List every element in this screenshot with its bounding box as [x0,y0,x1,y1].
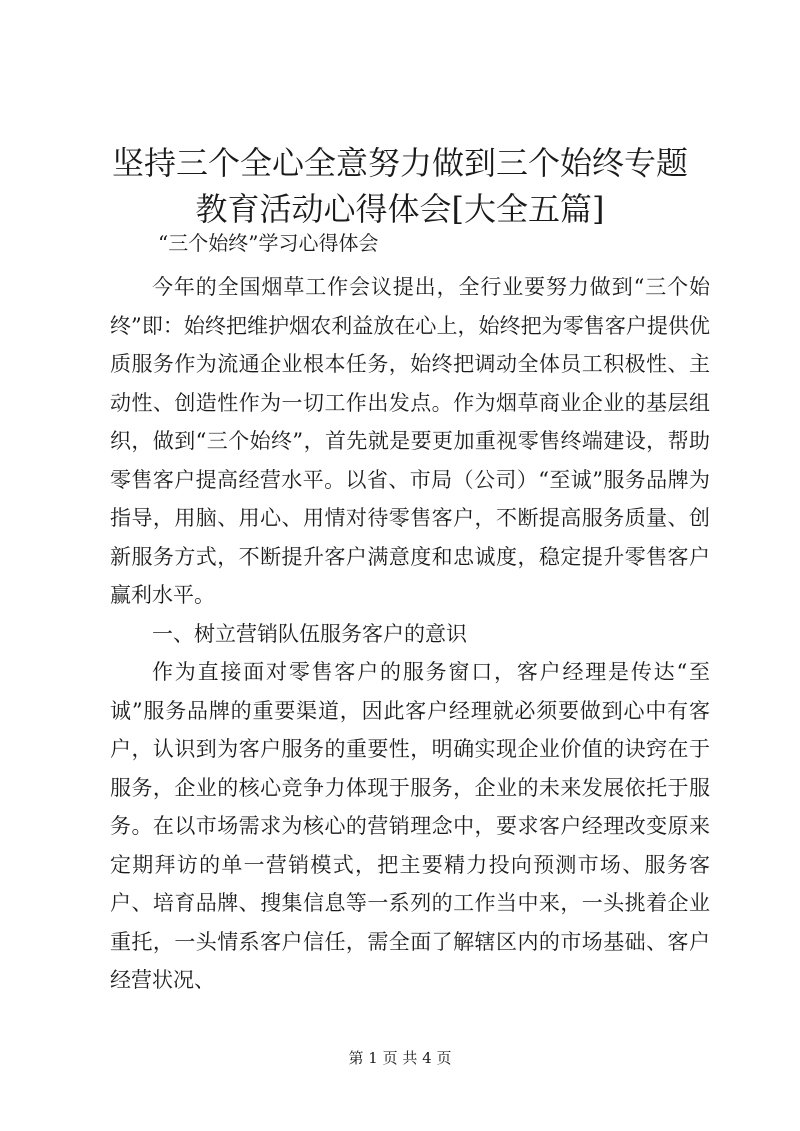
body-paragraph-1: 今年的全国烟草工作会议提出，全行业要努力做到“三个始终”即：始终把维护烟农利益放在心上，始终把为零售客户提供优质服务作为流通企业根本任务，始终把调动全体员工积极性、主动性、创造性作为一切工作出发点。作为烟草商业企业的基层组织，做到“三个始终”，首先就是要更加重视零售终端建设，帮助零售客户提高经营水平。以省、市局（公司）“至诚”服务品牌为指导，用脑、用心、用情对待零售客户，不断提高服务质量、创新服务方式，不断提升客户满意度和忠诚度，稳定提升零售客户赢利水平。 [110,275,710,607]
page-footer: 第 1 页 共 4 页 [348,1049,452,1067]
body-paragraph-2: 作为直接面对零售客户的服务窗口，客户经理是传达“至诚”服务品牌的重要渠道，因此客户经理就必须要做到心中有客户，认识到为客户服务的重要性，明确实现企业价值的诀窍在于服务，企业的核心竞争力体现于服务，企业的未来发展依托于服务。在以市场需求为核心的营销理念中，要求客户经理改变原来定期拜访的单一营销模式，把主要精力投向预测市场、服务客户、培育品牌、搜集信息等一系列的工作当中来，一头挑着企业重托，一头情系客户信任，需全面了解辖区内的市场基础、客户经营状况、 [110,660,710,992]
document-title: 坚持三个全心全意努力做到三个始终专题教育活动心得体会[大全五篇] [111,144,688,228]
section-heading-1: 一、树立营销队伍服务客户的意识 [152,621,467,646]
document-body [110,230,710,1000]
document-subtitle: “三个始终”学习心得体会 [158,231,379,255]
